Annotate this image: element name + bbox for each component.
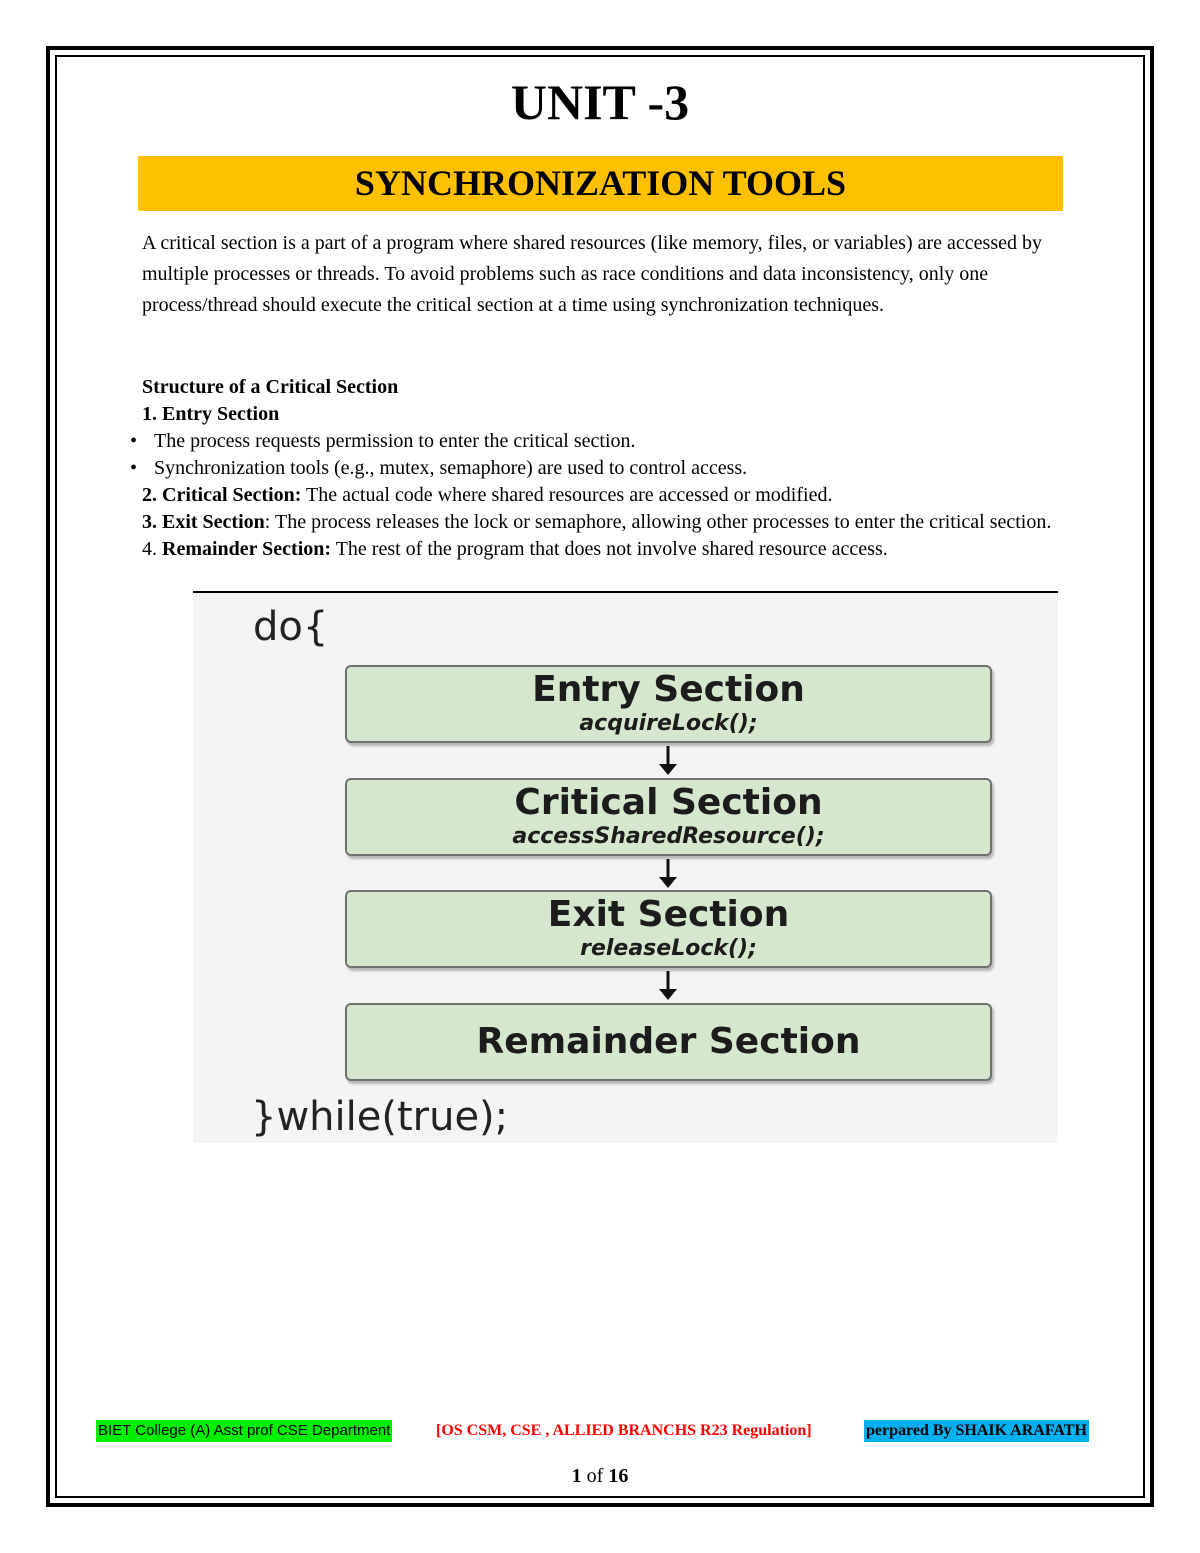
exit-section-title: Exit Section (547, 894, 790, 935)
entry-bullet-1: • The process requests permission to enter the critical section. (130, 428, 1050, 455)
critical-section-box (345, 778, 992, 856)
unit-title: UNIT -3 (510, 74, 690, 130)
intro-paragraph: A critical section is a part of a program where shared resources (like memory, files, or variables) are accessed by multiple processes or threads. To avoid problems such as race conditions and data inconsistency, only one process/thread should execute the critical section at a time using synchronization techniques. (142, 232, 1042, 316)
footer-regulation: [OS CSM, CSE , ALLIED BRANCHS R23 Regulation] (436, 1422, 812, 1439)
footer-prepared-by: perpared By SHAIK ARAFATH (864, 1420, 1089, 1442)
remainder-section-item: 4. Remainder Section: The rest of the program that does not involve shared resource access. (142, 538, 888, 560)
critical-section-structure (142, 374, 1062, 563)
entry-section-call: acquireLock(); (579, 711, 758, 736)
structure-heading: Structure of a Critical Section (142, 376, 399, 398)
page-number: 1 of 16 (571, 1465, 629, 1487)
arrow-down-icon (657, 971, 679, 1001)
remainder-section-box (345, 1003, 992, 1081)
critical-section-item: 2. Critical Section: The actual code where shared resources are accessed or modified. (142, 484, 833, 506)
arrow-down-icon (657, 746, 679, 776)
arrow-down-icon (657, 859, 679, 889)
remainder-section-title: Remainder Section (476, 1021, 861, 1062)
entry-section-heading: 1. Entry Section (142, 403, 280, 425)
exit-section-call: releaseLock(); (580, 936, 757, 961)
footer-college: BIET College (A) Asst prof CSE Department (96, 1420, 392, 1442)
do-loop-open: do{ (253, 604, 329, 650)
entry-section-box (345, 665, 992, 743)
entry-section-title: Entry Section (532, 669, 805, 710)
entry-bullet-2: • Synchronization tools (e.g., mutex, semaphore) are used to control access. (130, 455, 1050, 482)
critical-section-diagram (193, 593, 1058, 1143)
critical-section-title: Critical Section (514, 782, 823, 823)
exit-section-item: 3. Exit Section: The process releases the lock or semaphore, allowing other processes to enter the critical section. (142, 511, 1052, 533)
do-loop-close: }while(true); (251, 1094, 509, 1140)
exit-section-box (345, 890, 992, 968)
critical-section-call: accessSharedResource(); (512, 824, 825, 849)
section-banner: SYNCHRONIZATION TOOLS (138, 156, 1063, 211)
